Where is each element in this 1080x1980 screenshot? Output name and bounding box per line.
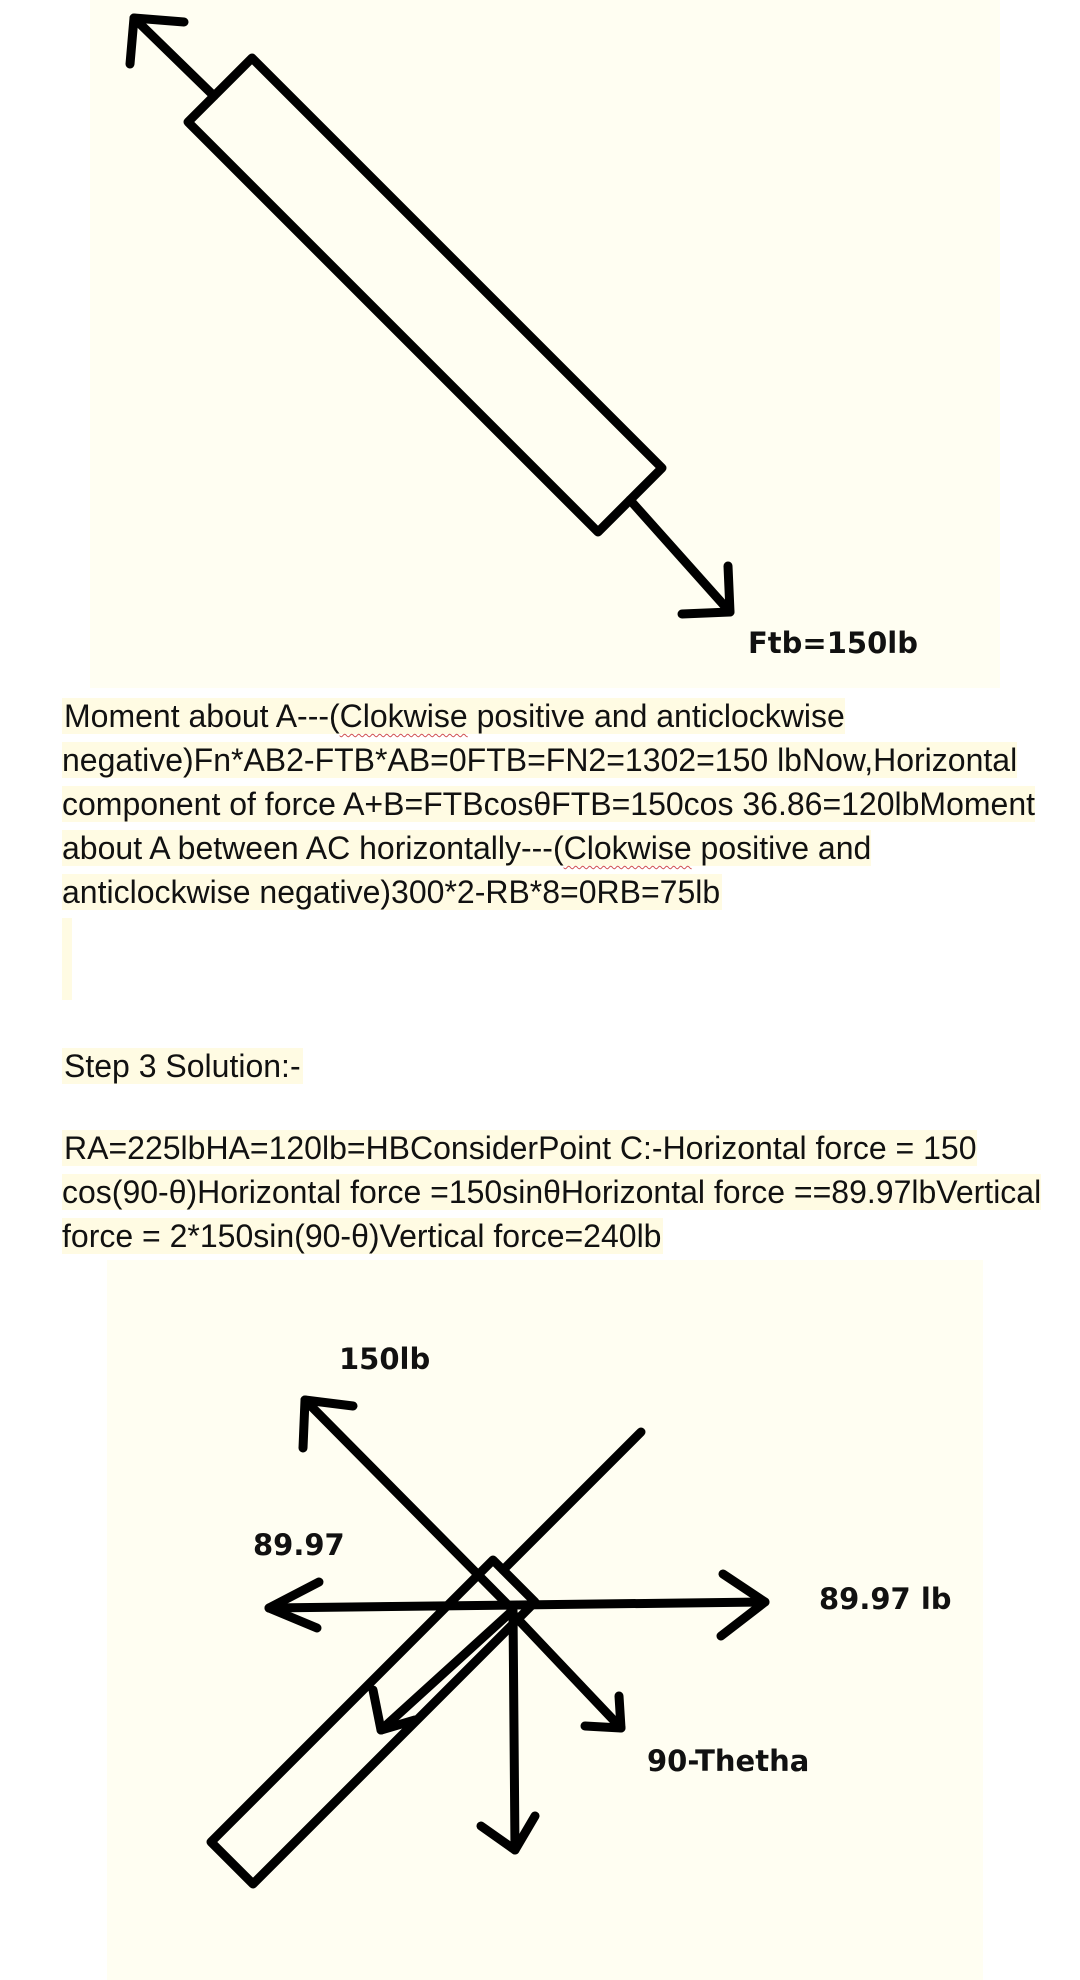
moment-text-part3: positive and anticlockwise negative)300*2-RB*8=0RB=75lb (62, 830, 872, 910)
step3-title: Step 3 Solution:- (64, 1048, 301, 1084)
misspelled-word-clokwise: Clokwise (339, 698, 468, 734)
diagonal-arrow-right-shaft (511, 1612, 621, 1728)
force-label-ftb: Ftb=150lb (748, 626, 918, 660)
step3-paragraph: RA=225lbHA=120lb=HBConsiderPoint C:-Horizontal force = 150 cos(90-θ)Horizontal force =150sinθHorizontal force ==89.97lbVertical force = 2*150sin(90-θ)Vertical force=240lb (62, 1130, 1042, 1254)
label-89-97-left: 89.97 (253, 1528, 345, 1562)
vertical-force-head (481, 1816, 535, 1850)
moment-text-part2: positive and anticlockwise negative)Fn*AB2-FTB*AB=0FTB=FN2=1302=150 lbNow,Horizontal component of force A+B=FTBcosθFTB=150cos 36.86=120lbMoment about A between AC horizontally---( (62, 698, 1036, 866)
diagonal-arrow-left-shaft (381, 1612, 511, 1730)
horizontal-force-line (269, 1602, 765, 1608)
vertical-force-shaft (513, 1610, 515, 1850)
label-150lb: 150lb (339, 1342, 431, 1376)
force-components-svg (107, 1260, 983, 1980)
label-89-97-right: 89.97 lb (819, 1582, 952, 1616)
moment-paragraph (62, 694, 1042, 914)
rod-extension (503, 1432, 641, 1570)
rod-diagram-svg (90, 0, 1000, 688)
highlight-bar (62, 918, 72, 1000)
rod-arrow-upper-shaft (134, 18, 214, 96)
figure-force-components (107, 1260, 983, 1980)
figure-rod-diagram (90, 0, 1000, 688)
rod-arrow-lower-shaft (630, 500, 730, 612)
label-90-thetha: 90-Thetha (647, 1744, 810, 1778)
rod-body (188, 58, 662, 532)
moment-text-part1: Moment about A---( (64, 698, 340, 734)
force-arrow-150lb-shaft (305, 1400, 511, 1608)
misspelled-word-clokwise: Clokwise (563, 830, 692, 866)
